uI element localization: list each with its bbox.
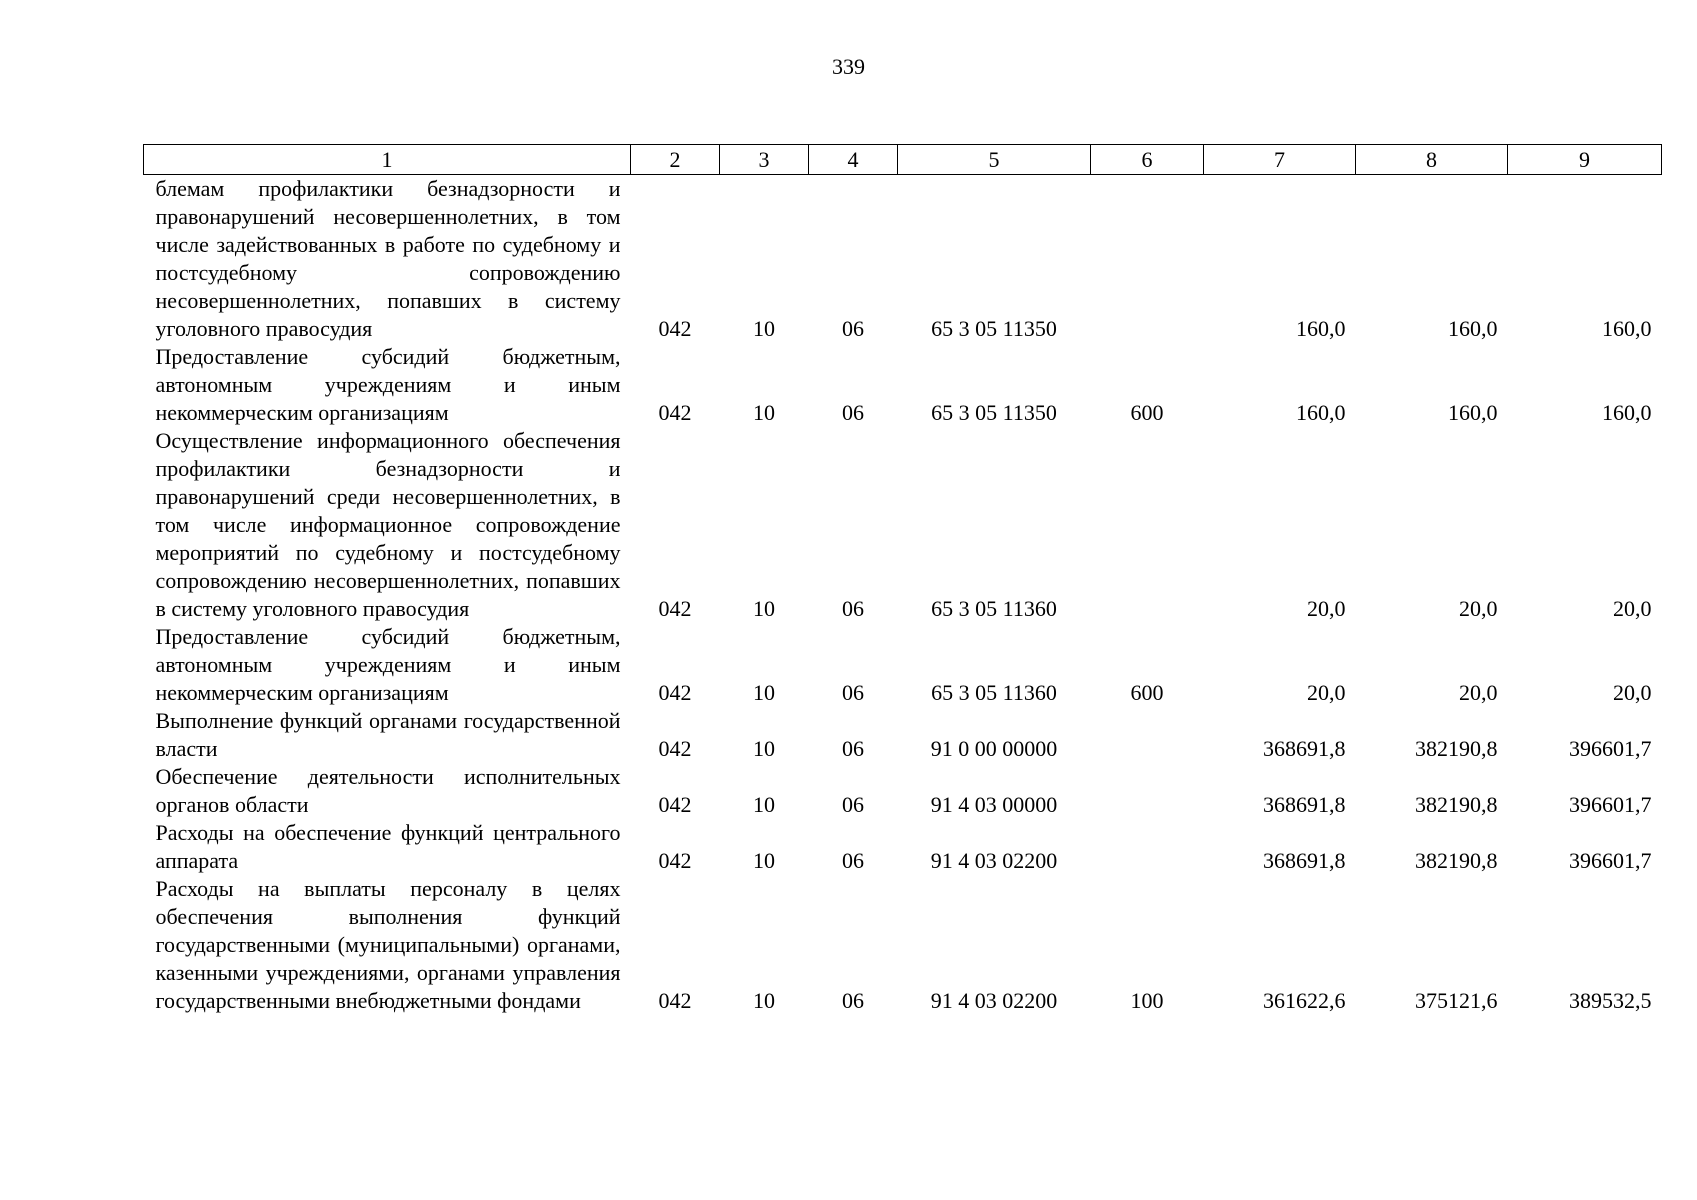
section-code: 10 (753, 596, 775, 621)
target-article-code: 91 0 00 00000 (930, 736, 1058, 761)
amount-col-7: 160,0 (1296, 400, 1346, 425)
ministry-code: 042 (658, 316, 692, 341)
section-code: 10 (753, 680, 775, 705)
row-description: Расходы на выплаты персоналу в целях обеспечения выполнения функций государственными (муниципальными) органами, казенными учреждениями, органами управления государственными внебюджетными фондами (155, 876, 621, 1013)
expense-type-code: 100 (1130, 988, 1164, 1013)
ministry-code: 042 (658, 736, 692, 761)
amount-col-9: 20,0 (1613, 596, 1652, 621)
ministry-code: 042 (658, 792, 692, 817)
row-description: Расходы на обеспечение функций центрального аппарата (155, 820, 621, 873)
table-row (144, 707, 1662, 763)
column-header: 2 (631, 145, 720, 175)
amount-col-8: 20,0 (1459, 596, 1498, 621)
column-header: 5 (898, 145, 1091, 175)
column-header: 8 (1356, 145, 1508, 175)
amount-col-8: 382190,8 (1415, 792, 1498, 817)
table-row (144, 623, 1662, 707)
table-row (144, 875, 1662, 1015)
page-number: 339 (832, 54, 865, 79)
subsection-code: 06 (842, 848, 864, 873)
row-description: Обеспечение деятельности исполнительных органов области (155, 764, 621, 817)
amount-col-9: 396601,7 (1569, 848, 1652, 873)
target-article-code: 91 4 03 00000 (930, 792, 1058, 817)
table-row (144, 819, 1662, 875)
row-description: Предоставление субсидий бюджетным, автономным учреждениям и иным некоммерческим организациям (155, 344, 621, 425)
amount-col-9: 396601,7 (1569, 792, 1652, 817)
expense-type-code (1091, 175, 1204, 344)
ministry-code: 042 (658, 596, 692, 621)
subsection-code: 06 (842, 680, 864, 705)
table-row (144, 343, 1662, 427)
ministry-code: 042 (658, 848, 692, 873)
amount-col-7: 160,0 (1296, 316, 1346, 341)
target-article-code: 91 4 03 02200 (930, 988, 1058, 1013)
amount-col-9: 160,0 (1602, 316, 1652, 341)
column-header: 9 (1508, 145, 1662, 175)
subsection-code: 06 (842, 792, 864, 817)
expense-type-code: 600 (1130, 400, 1164, 425)
table-row (144, 175, 1662, 344)
table-row (144, 763, 1662, 819)
column-header: 1 (144, 145, 631, 175)
amount-col-8: 382190,8 (1415, 848, 1498, 873)
ministry-code: 042 (658, 680, 692, 705)
expense-type-code (1091, 427, 1204, 623)
column-header: 4 (809, 145, 898, 175)
subsection-code: 06 (842, 400, 864, 425)
amount-col-8: 160,0 (1448, 316, 1498, 341)
amount-col-9: 20,0 (1613, 680, 1652, 705)
section-code: 10 (753, 848, 775, 873)
section-code: 10 (753, 400, 775, 425)
amount-col-8: 160,0 (1448, 400, 1498, 425)
amount-col-8: 20,0 (1459, 680, 1498, 705)
column-header: 7 (1204, 145, 1356, 175)
section-code: 10 (753, 316, 775, 341)
row-description: Осуществление информационного обеспечения профилактики безнадзорности и правонарушений среди несовершеннолетних, в том числе информационное сопровождение мероприятий по судебному и постсудебному сопровождению несовершеннолетних, попавших в систему уголовного правосудия (155, 428, 621, 621)
ministry-code: 042 (658, 400, 692, 425)
section-code: 10 (753, 792, 775, 817)
subsection-code: 06 (842, 988, 864, 1013)
target-article-code: 91 4 03 02200 (930, 848, 1058, 873)
amount-col-9: 389532,5 (1569, 988, 1652, 1013)
amount-col-7: 20,0 (1307, 680, 1346, 705)
row-description: Предоставление субсидий бюджетным, автономным учреждениям и иным некоммерческим организациям (155, 624, 621, 705)
column-header: 6 (1091, 145, 1204, 175)
amount-col-8: 375121,6 (1415, 988, 1498, 1013)
expense-type-code: 600 (1130, 680, 1164, 705)
target-article-code: 65 3 05 11350 (931, 316, 1057, 341)
column-header: 3 (720, 145, 809, 175)
subsection-code: 06 (842, 736, 864, 761)
amount-col-8: 382190,8 (1415, 736, 1498, 761)
amount-col-7: 368691,8 (1263, 848, 1346, 873)
amount-col-7: 368691,8 (1263, 792, 1346, 817)
target-article-code: 65 3 05 11360 (931, 680, 1057, 705)
expense-type-code (1091, 763, 1204, 819)
amount-col-9: 160,0 (1602, 400, 1652, 425)
ministry-code: 042 (658, 988, 692, 1013)
subsection-code: 06 (842, 596, 864, 621)
row-description: Выполнение функций органами государственной власти (155, 708, 621, 761)
subsection-code: 06 (842, 316, 864, 341)
target-article-code: 65 3 05 11350 (931, 400, 1057, 425)
budget-table (143, 144, 1662, 1015)
target-article-code: 65 3 05 11360 (931, 596, 1057, 621)
amount-col-7: 361622,6 (1263, 988, 1346, 1013)
amount-col-7: 20,0 (1307, 596, 1346, 621)
section-code: 10 (753, 988, 775, 1013)
amount-col-9: 396601,7 (1569, 736, 1652, 761)
table-header-row (144, 145, 1662, 175)
amount-col-7: 368691,8 (1263, 736, 1346, 761)
table-row (144, 427, 1662, 623)
expense-type-code (1091, 819, 1204, 875)
expense-type-code (1091, 707, 1204, 763)
row-description: блемам профилактики безнадзорности и правонарушений несовершеннолетних, в том числе задействованных в работе по судебному и постсудебному сопровождению несовершеннолетних, попавших в систему уголовного правосудия (155, 176, 621, 341)
section-code: 10 (753, 736, 775, 761)
